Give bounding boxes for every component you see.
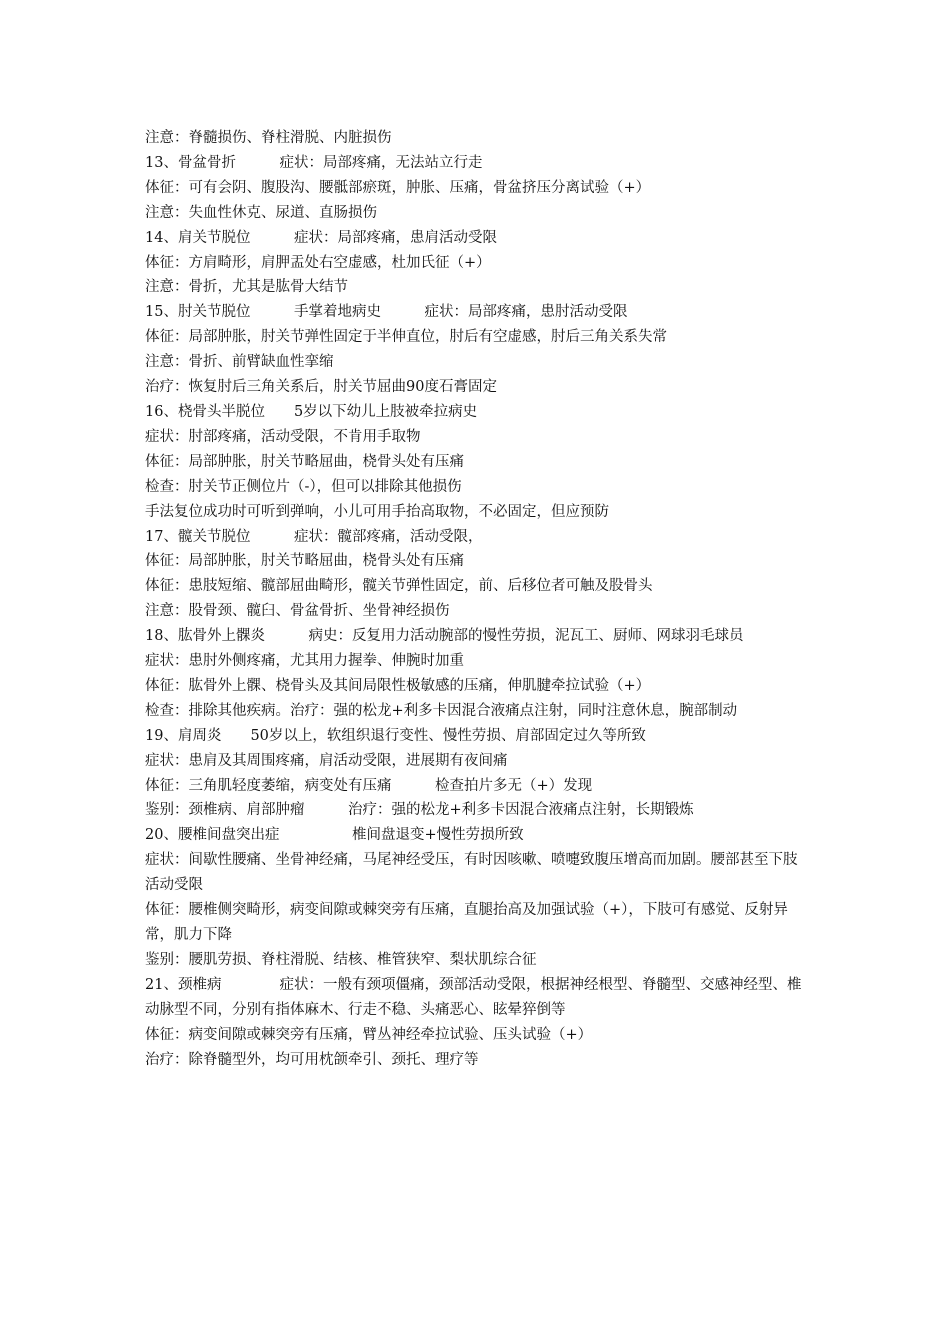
- text-line: 17、髋关节脱位 症状：髋部疼痛，活动受限，: [145, 528, 483, 545]
- text-line: 体征：局部肿胀，肘关节略屈曲，桡骨头处有压痛: [145, 453, 464, 470]
- text-line: 手法复位成功时可听到弹响，小儿可用手抬高取物，不必固定，但应预防: [145, 503, 609, 520]
- text-line: 症状：患肘外侧疼痛，尤其用力握拳、伸腕时加重: [145, 653, 464, 670]
- text-line: 体征：局部肿胀，肘关节略屈曲，桡骨头处有压痛: [145, 553, 464, 570]
- text-line: 15、肘关节脱位 手掌着地病史 症状：局部疼痛，患肘活动受限: [145, 304, 628, 321]
- text-paragraph: 症状：间歇性腰痛、坐骨神经痛，马尾神经受压，有时因咳嗽、喷嚏致腹压增高而加剧。腰部甚至下肢活动受限: [145, 852, 798, 894]
- text-line: 体征：可有会阴、腹股沟、腰骶部瘀斑，肿胀、压痛，骨盆挤压分离试验（+）: [145, 179, 651, 196]
- text-line: 注意：股骨颈、髋臼、骨盆骨折、坐骨神经损伤: [145, 603, 450, 620]
- text-paragraph: 18、肱骨外上髁炎 病史：反复用力活动腕部的慢性劳损，泥瓦工、厨师、网球羽毛球员: [145, 628, 744, 645]
- text-line: 14、肩关节脱位 症状：局部疼痛，患肩活动受限: [145, 229, 497, 246]
- text-line: 体征：患肢短缩、髋部屈曲畸形，髋关节弹性固定，前、后移位者可触及股骨头: [145, 578, 653, 595]
- text-line: 检查：肘关节正侧位片（-），但可以排除其他损伤: [145, 478, 462, 495]
- text-line: 症状：患肩及其周围疼痛，肩活动受限，进展期有夜间痛: [145, 752, 508, 769]
- text-line: 体征：肱骨外上髁、桡骨头及其间局限性极敏感的压痛，伸肌腱牵拉试验（+）: [145, 677, 651, 694]
- text-paragraph: 检查：排除其他疾病。治疗：强的松龙+利多卡因混合液痛点注射，同时注意休息，腕部制动: [145, 702, 738, 719]
- text-line: 症状：肘部疼痛，活动受限，不肯用手取物: [145, 428, 421, 445]
- text-line: 鉴别：颈椎病、肩部肿瘤 治疗：强的松龙+利多卡因混合液痛点注射，长期锻炼: [145, 802, 694, 819]
- text-line: 16、桡骨头半脱位 5岁以下幼儿上肢被牵拉病史: [145, 403, 478, 420]
- text-line: 鉴别：腰肌劳损、脊柱滑脱、结核、椎管狭窄、梨状肌综合征: [145, 951, 537, 968]
- text-line: 注意：脊髓损伤、脊柱滑脱、内脏损伤: [145, 130, 392, 146]
- text-line: 20、腰椎间盘突出症 椎间盘退变+慢性劳损所致: [145, 827, 524, 844]
- text-paragraph: 体征：腰椎侧突畸形，病变间隙或棘突旁有压痛，直腿抬高及加强试验（+），下肢可有感觉、反射异常，肌力下降: [145, 902, 788, 943]
- text-paragraph: 21、颈椎病 症状：一般有颈项僵痛，颈部活动受限，根据神经根型、脊髓型、交感神经型、椎动脉型不同，分别有指体麻木、行走不稳、头痛恶心、眩晕猝倒等: [145, 976, 802, 1018]
- document-body: [145, 126, 810, 1072]
- text-line: 注意：失血性休克、尿道、直肠损伤: [145, 204, 377, 221]
- text-line: 治疗：除脊髓型外，均可用枕颌牵引、颈托、理疗等: [145, 1051, 479, 1068]
- text-line: 13、骨盆骨折 症状：局部疼痛，无法站立行走: [145, 154, 483, 171]
- text-line: 体征：方肩畸形，肩胛盂处右空虚感，杜加氏征（+）: [145, 254, 491, 271]
- text-line: 注意：骨折，尤其是肱骨大结节: [145, 279, 348, 296]
- text-line: 体征：局部肿胀，肘关节弹性固定于半伸直位，肘后有空虚感，肘后三角关系失常: [145, 329, 667, 346]
- text-line: 治疗：恢复肘后三角关系后，肘关节屈曲90度石膏固定: [145, 379, 497, 396]
- text-line: 体征：三角肌轻度萎缩，病变处有压痛 检查拍片多无（+）发现: [145, 777, 593, 794]
- text-line: 体征：病变间隙或棘突旁有压痛，臂丛神经牵拉试验、压头试验（+）: [145, 1026, 593, 1043]
- text-line: 19、肩周炎 50岁以上，软组织退行变性、慢性劳损、肩部固定过久等所致: [145, 727, 646, 744]
- text-line: 注意：骨折、前臂缺血性挛缩: [145, 354, 334, 371]
